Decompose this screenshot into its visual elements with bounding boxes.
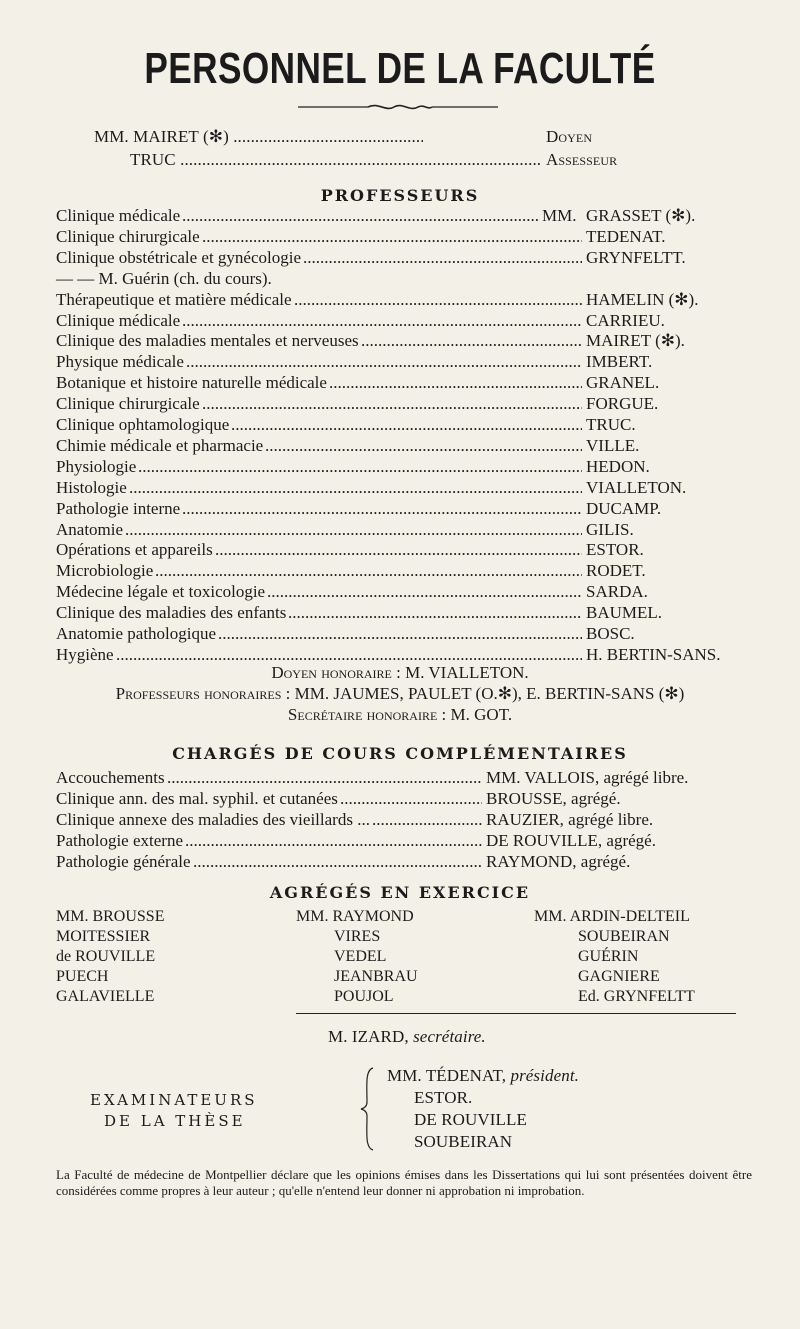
chaire-label: Pathologie interne bbox=[56, 498, 181, 518]
leader-dots bbox=[155, 561, 582, 581]
professeur-name: MAIRET (✻). bbox=[586, 331, 685, 351]
charge-row bbox=[56, 768, 756, 788]
charge-name: MM. VALLOIS, agrégé libre. bbox=[486, 768, 689, 787]
leader-dots bbox=[265, 436, 582, 456]
agrege-name: Ed. GRYNFELTT bbox=[578, 988, 695, 1005]
chaire-label: Hygiène bbox=[56, 644, 114, 664]
professeur-name: CARRIEU. bbox=[586, 310, 665, 330]
professeur-row bbox=[56, 436, 746, 456]
ornament-divider bbox=[298, 100, 498, 114]
agrege-name: MM. RAYMOND bbox=[296, 908, 414, 925]
agrege-name: GUÉRIN bbox=[578, 948, 639, 965]
professeur-row bbox=[56, 394, 746, 414]
professeur-row bbox=[56, 331, 746, 351]
professeur-name: GILIS. bbox=[586, 519, 634, 539]
agrege-name: MOITESSIER bbox=[56, 928, 151, 945]
disclaimer-note: La Faculté de médecine de Montpellier déclare que les opinions émises dans les Dissertations qui lui sont présentées doivent être considérées comme propres à leur auteur ; qu'elle n'entend leur donner ni approbation ni improbation. bbox=[56, 1167, 752, 1198]
leader-dots bbox=[180, 150, 542, 170]
leader-dots bbox=[233, 127, 423, 147]
officer-assesseur bbox=[130, 150, 542, 170]
agreges-column-3 bbox=[534, 907, 695, 1007]
chaire-label: Clinique des maladies mentales et nerveuses bbox=[56, 331, 359, 351]
chaire-label: Thérapeutique et matière médicale bbox=[56, 289, 292, 309]
leader-dots bbox=[267, 582, 582, 602]
examinateur-member: ESTOR. bbox=[414, 1088, 473, 1107]
professeur-row bbox=[56, 290, 746, 310]
professeur-row bbox=[56, 561, 746, 581]
cours-label: Clinique annexe des maladies des vieillards ... bbox=[56, 810, 370, 829]
chaire-label: Clinique médicale bbox=[56, 310, 181, 330]
brace-bracket bbox=[355, 1066, 379, 1152]
leader-dots bbox=[218, 624, 582, 644]
chaire-label: Clinique chirurgicale bbox=[56, 394, 200, 414]
charge-row bbox=[56, 810, 756, 830]
leader-dots bbox=[294, 290, 582, 310]
professeur-name: HAMELIN (✻). bbox=[586, 289, 699, 309]
cours-label: Pathologie générale bbox=[56, 852, 191, 871]
agrege-name: JEANBRAU bbox=[334, 968, 418, 985]
professeur-name: GRYNFELTT. bbox=[586, 247, 686, 267]
charge-row bbox=[56, 852, 756, 872]
officer-role: Assesseur bbox=[546, 150, 618, 169]
leader-dots bbox=[182, 311, 582, 331]
agrege-name: VIRES bbox=[334, 928, 381, 945]
agrege-name: MM. ARDIN-DELTEIL bbox=[534, 908, 690, 925]
leader-dots bbox=[372, 810, 482, 830]
chaire-label: Clinique chirurgicale bbox=[56, 226, 200, 246]
professeur-name: FORGUE. bbox=[586, 394, 659, 414]
page-title: PERSONNEL DE LA FACULTÉ bbox=[144, 44, 656, 93]
professeur-name: TRUC. bbox=[586, 415, 636, 434]
chaire-label: Médecine légale et toxicologie bbox=[56, 582, 266, 602]
professeur-name: DUCAMP. bbox=[586, 498, 662, 518]
cours-label: Clinique ann. des mal. syphil. et cutanées bbox=[56, 789, 338, 808]
cours-label: Pathologie externe bbox=[56, 831, 183, 850]
agrege-name: MM. BROUSSE bbox=[56, 908, 165, 925]
chaire-label: Botanique et histoire naturelle médicale bbox=[56, 373, 327, 393]
professeur-name: TEDENAT. bbox=[586, 226, 666, 246]
section-heading-agreges: AGRÉGÉS EN EXERCICE bbox=[269, 883, 531, 902]
professeur-row bbox=[56, 520, 746, 540]
charge-row bbox=[56, 789, 756, 809]
professeur-row bbox=[56, 248, 746, 268]
chaire-label: Physiologie bbox=[56, 456, 137, 476]
chaire-label: Anatomie pathologique bbox=[56, 624, 217, 643]
section-heading-professeurs: PROFESSEURS bbox=[320, 186, 480, 205]
professeur-row bbox=[56, 603, 746, 623]
chaire-label: — — M. Guérin (ch. du cours). bbox=[56, 268, 272, 288]
professeur-name: GRASSET (✻). bbox=[586, 206, 696, 225]
professeur-name: VILLE. bbox=[586, 435, 640, 455]
professeur-row bbox=[56, 645, 746, 665]
professeur-row bbox=[56, 499, 746, 519]
leader-dots bbox=[185, 831, 482, 851]
examinateur-president bbox=[387, 1066, 579, 1086]
examinateur-member: DE ROUVILLE bbox=[414, 1110, 527, 1129]
section-heading-charges: CHARGÉS DE COURS COMPLÉMENTAIRES bbox=[172, 744, 628, 763]
leader-dots bbox=[361, 331, 582, 351]
chaire-label: Clinique médicale bbox=[56, 206, 181, 225]
president-name: MM. TÉDENAT, bbox=[387, 1066, 507, 1085]
leader-dots bbox=[340, 789, 482, 809]
professeur-row bbox=[56, 352, 746, 372]
professeur-row bbox=[56, 206, 746, 226]
officer-doyen bbox=[94, 127, 423, 147]
agreges-column-1 bbox=[56, 907, 164, 1007]
professeur-row bbox=[56, 457, 746, 477]
professeur-row bbox=[56, 373, 746, 393]
cours-label: Accouchements bbox=[56, 768, 165, 787]
agrege-name: VEDEL bbox=[334, 948, 387, 965]
leader-dots bbox=[186, 352, 582, 372]
charge-name: BROUSSE, agrégé. bbox=[486, 789, 621, 808]
leader-dots bbox=[129, 478, 582, 498]
professeur-name: HEDON. bbox=[586, 456, 650, 476]
professeur-name: VIALLETON. bbox=[586, 477, 687, 497]
officer-role: Doyen bbox=[546, 127, 593, 146]
agrege-name: GALAVIELLE bbox=[56, 988, 155, 1005]
professeur-name: H. BERTIN-SANS. bbox=[586, 644, 721, 664]
chaire-label: Chimie médicale et pharmacie bbox=[56, 435, 264, 455]
professeur-row bbox=[56, 624, 746, 644]
professeur-row bbox=[56, 227, 746, 247]
examinateurs-heading: EXAMINATEURS bbox=[90, 1091, 258, 1109]
charge-name: RAUZIER, agrégé libre. bbox=[486, 810, 654, 829]
officer-prefix: MM. bbox=[94, 127, 129, 146]
chaire-label: Microbiologie bbox=[56, 561, 154, 581]
charge-row bbox=[56, 831, 756, 851]
leader-dots bbox=[231, 415, 582, 435]
professeur-row bbox=[56, 478, 746, 498]
agrege-name: POUJOL bbox=[334, 988, 394, 1005]
leader-dots bbox=[202, 227, 582, 247]
agrege-name: de ROUVILLE bbox=[56, 948, 156, 965]
leader-dots bbox=[303, 248, 582, 268]
agrege-name: SOUBEIRAN bbox=[578, 928, 670, 945]
professeur-row bbox=[56, 269, 746, 289]
secretaire-honoraire: Secrétaire honoraire : M. GOT. bbox=[287, 705, 513, 724]
professeur-name: RODET. bbox=[586, 561, 646, 581]
leader-dots bbox=[116, 645, 582, 665]
leader-dots bbox=[182, 206, 538, 226]
leader-dots bbox=[202, 394, 582, 414]
professeur-name: SARDA. bbox=[586, 582, 648, 602]
professeur-name: BAUMEL. bbox=[586, 603, 663, 623]
leader-dots bbox=[215, 540, 582, 560]
president-role: président. bbox=[510, 1066, 579, 1085]
chaire-label: Clinique des maladies des enfants bbox=[56, 603, 287, 623]
professeur-name: ESTOR. bbox=[586, 540, 644, 560]
professeur-name: BOSC. bbox=[586, 624, 635, 643]
examinateurs-heading-sub: DE LA THÈSE bbox=[104, 1112, 246, 1130]
professeurs-honoraires: Professeurs honoraires : MM. JAUMES, PAULET (O.✻), E. BERTIN-SANS (✻) bbox=[115, 684, 685, 703]
officer-name: MAIRET (✻) bbox=[133, 127, 229, 146]
agreges-column-2 bbox=[296, 907, 418, 1007]
chaire-label: Anatomie bbox=[56, 519, 124, 539]
agrege-name: GAGNIERE bbox=[578, 968, 660, 985]
charge-name: DE ROUVILLE, agrégé. bbox=[486, 831, 656, 850]
examinateur-member: SOUBEIRAN bbox=[414, 1132, 513, 1151]
leader-dots bbox=[125, 520, 582, 540]
leader-dots bbox=[138, 457, 582, 477]
chaire-label: Opérations et appareils bbox=[56, 540, 213, 560]
secretaire-role: secrétaire. bbox=[413, 1027, 486, 1046]
professeur-row bbox=[56, 311, 746, 331]
secretaire-name: M. IZARD, bbox=[328, 1027, 409, 1046]
officer-name: TRUC bbox=[130, 150, 176, 169]
leader-dots bbox=[167, 768, 482, 788]
leader-dots bbox=[288, 603, 582, 623]
chaire-label: Clinique ophtamologique bbox=[56, 415, 230, 434]
chaire-label: Clinique obstétricale et gynécologie bbox=[56, 247, 302, 267]
chaire-label: Physique médicale bbox=[56, 352, 184, 372]
chaire-label: Histologie bbox=[56, 477, 127, 497]
professeur-name: IMBERT. bbox=[586, 352, 653, 372]
mm-prefix: MM. bbox=[542, 206, 577, 225]
charge-name: RAYMOND, agrégé. bbox=[486, 852, 631, 871]
agrege-name: PUECH bbox=[56, 968, 109, 985]
secretaire-line bbox=[328, 1027, 486, 1047]
leader-dots bbox=[329, 373, 582, 393]
professeur-row bbox=[56, 582, 746, 602]
leader-dots bbox=[182, 499, 582, 519]
professeur-name: GRANEL. bbox=[586, 373, 660, 393]
leader-dots bbox=[193, 852, 482, 872]
divider-rule bbox=[296, 1013, 736, 1014]
professeur-row bbox=[56, 540, 746, 560]
professeur-row bbox=[56, 415, 746, 435]
doyen-honoraire: Doyen honoraire : M. VIALLETON. bbox=[271, 663, 529, 682]
